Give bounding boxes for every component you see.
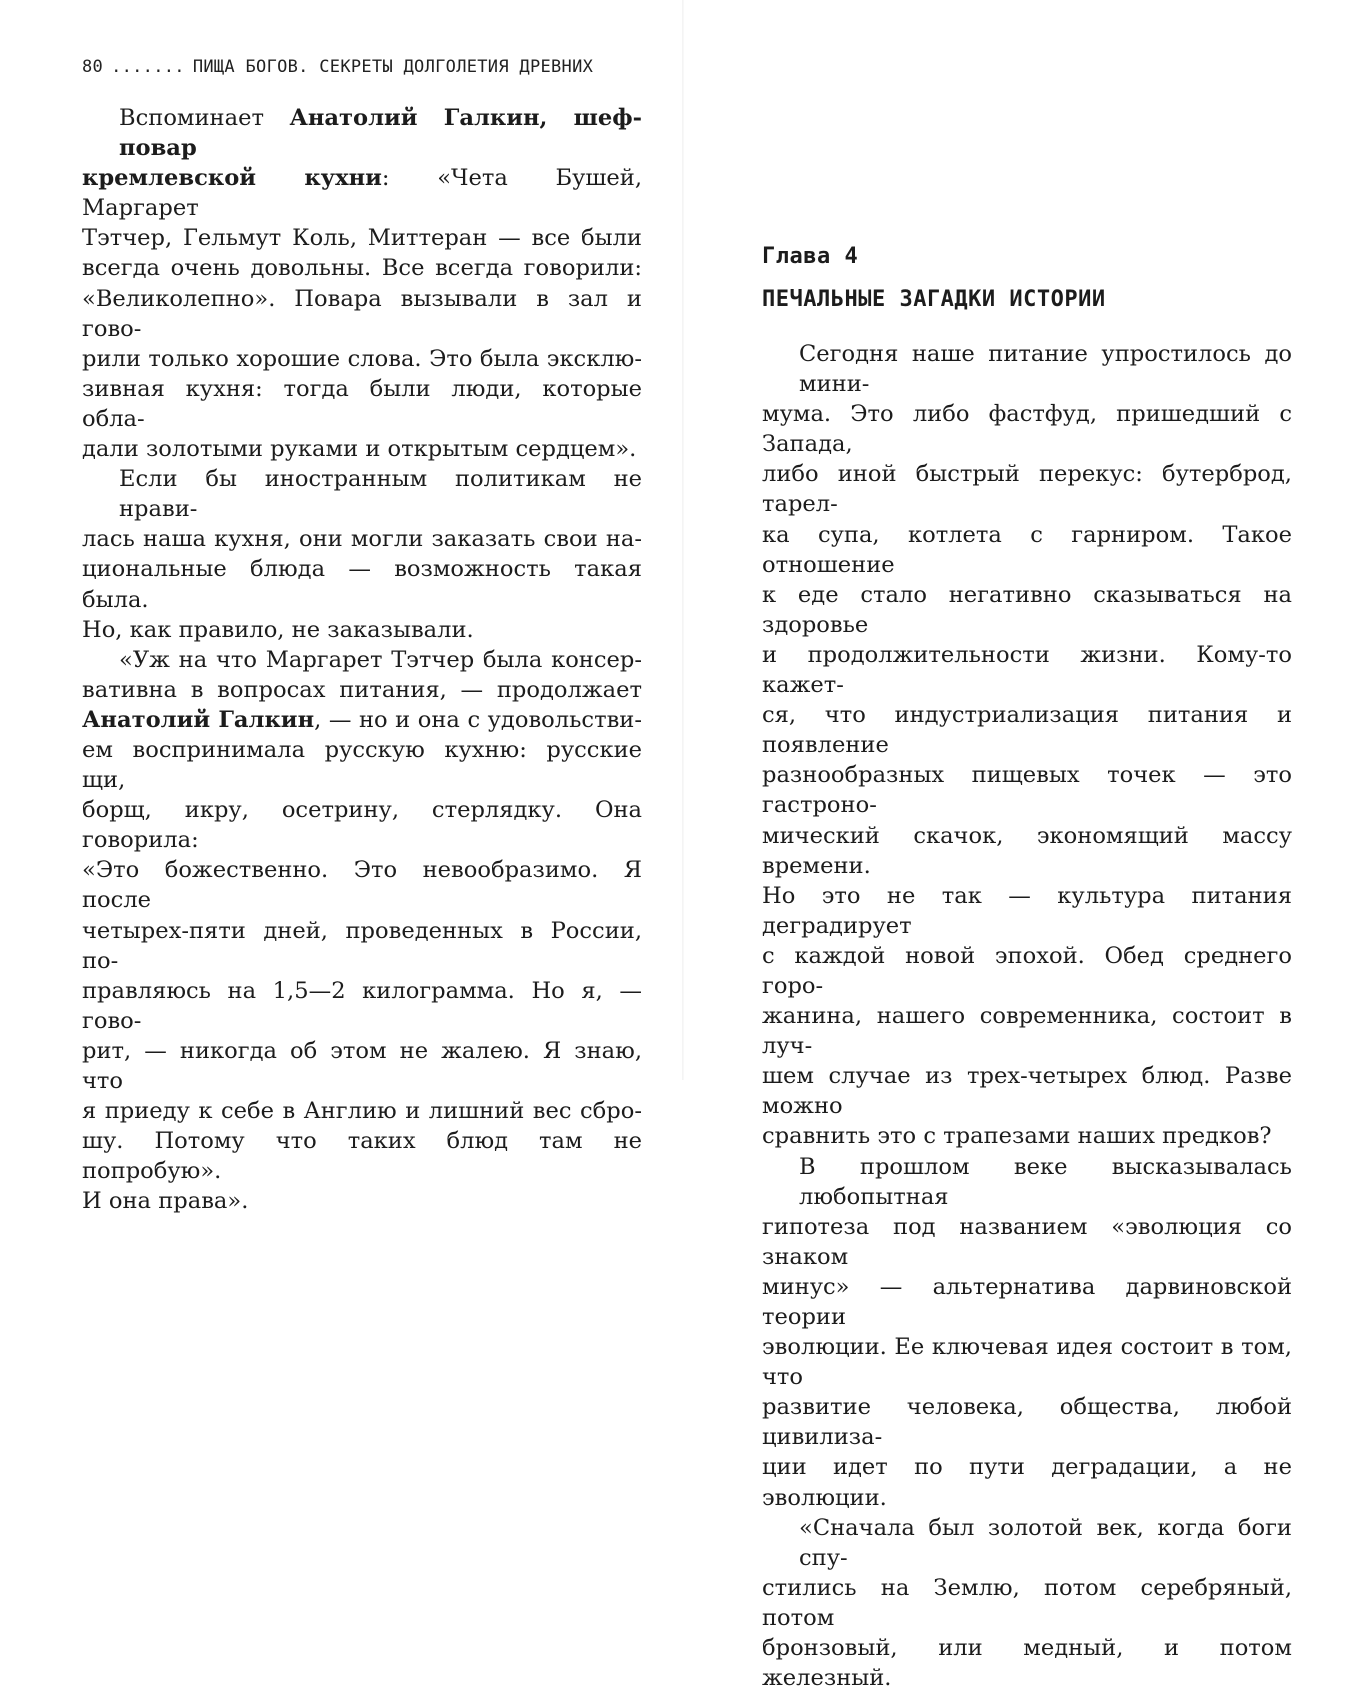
text-run: Если бы иностранным политикам не нрави-: [119, 466, 642, 523]
text-line: [82, 916, 642, 976]
text-run: я приеду к себе в Англию и лишний вес сбро-: [82, 1098, 642, 1125]
text-run: к еде стало негативно сказываться на здоровье: [762, 581, 1292, 638]
text-run: эволюции. Ее ключевая идея состоит в том, что: [762, 1334, 1292, 1391]
text-line: [762, 1061, 1292, 1121]
right-text-column: [762, 339, 1292, 1693]
text-line: [82, 675, 642, 705]
text-run: рит, — никогда об этом не жалею. Я знаю, что: [82, 1037, 642, 1094]
text-line: [82, 795, 642, 855]
text-run: «Великолепно». Повара вызывали в зал и гово-: [82, 285, 642, 342]
text-line: [82, 163, 642, 223]
text-run: борщ, икру, осетрину, стерлядку. Она говорила:: [82, 797, 642, 854]
text-line: [762, 640, 1292, 700]
text-run: вативна в вопросах питания, — продолжает: [82, 676, 642, 703]
text-line: [82, 855, 642, 915]
text-line: [82, 554, 642, 614]
paragraph: [762, 1152, 1292, 1513]
text-run: «Сначала был золотой век, когда боги спу-: [799, 1514, 1292, 1571]
text-line: [762, 881, 1292, 941]
text-line: [82, 1186, 642, 1216]
text-line: [762, 1001, 1292, 1061]
text-run: Сегодня наше питание упростилось до мини-: [799, 341, 1292, 398]
text-line: [762, 580, 1292, 640]
page-number: 80: [82, 57, 104, 77]
text-run: : «Чета Бушей, Маргарет: [82, 165, 642, 222]
text-run: стились на Землю, потом серебряный, потом: [762, 1574, 1292, 1631]
text-line: [762, 339, 1292, 399]
text-line: [762, 1332, 1292, 1392]
text-run: Но, как правило, не заказывали.: [82, 616, 474, 643]
text-line: [762, 1392, 1292, 1452]
text-line: [762, 821, 1292, 881]
text-line: [82, 645, 642, 675]
left-text-column: [82, 103, 642, 1216]
text-run: шем случае из трех-четырех блюд. Разве можно: [762, 1063, 1292, 1120]
text-line: [82, 103, 642, 163]
text-line: [762, 760, 1292, 820]
paragraph: [82, 645, 642, 1217]
text-run: «Уж на что Маргарет Тэтчер была консер-: [119, 646, 642, 673]
text-run: всегда очень довольны. Все всегда говорили:: [82, 255, 642, 282]
bold-name: Анатолий Галкин, шеф-повар: [119, 105, 642, 162]
text-line: [762, 1121, 1292, 1151]
paragraph: [762, 339, 1292, 1152]
running-head-title: ПИЩА БОГОВ. СЕКРЕТЫ ДОЛГОЛЕТИЯ ДРЕВНИХ: [192, 57, 594, 77]
text-run: дали золотыми руками и открытым сердцем».: [82, 436, 637, 463]
text-run: гипотеза под названием «эволюция со знаком: [762, 1213, 1292, 1270]
right-page: [683, 0, 1366, 1692]
text-line: [82, 344, 642, 374]
text-run: , — но и она с удовольстви-: [314, 706, 642, 733]
text-line: [82, 284, 642, 344]
text-line: [82, 524, 642, 554]
text-run: Вспоминает: [119, 105, 290, 131]
text-run: сравнить это с трапезами наших предков?: [762, 1123, 1272, 1150]
chapter-label: Глава 4: [762, 244, 859, 269]
text-line: [762, 700, 1292, 760]
text-line: [762, 520, 1292, 580]
text-line: [82, 705, 642, 735]
text-run: Тэтчер, Гельмут Коль, Миттеран — все были: [82, 225, 642, 252]
text-run: ся, что индустриализация питания и появление: [762, 702, 1292, 759]
text-line: [82, 374, 642, 434]
text-line: [82, 1096, 642, 1126]
paragraph: [82, 103, 642, 464]
left-page: [0, 0, 683, 1215]
bold-name: кремлевской кухни: [82, 165, 382, 192]
chapter-title: ПЕЧАЛЬНЫЕ ЗАГАДКИ ИСТОРИИ: [762, 287, 1106, 312]
bold-name: Анатолий Галкин: [82, 706, 315, 733]
text-run: разнообразных пищевых точек — это гастроно-: [762, 762, 1292, 819]
text-run: циональные блюда — возможность такая была.: [82, 556, 642, 613]
text-line: [762, 1573, 1292, 1633]
text-run: мический скачок, экономящий массу времени.: [762, 822, 1292, 879]
text-line: [762, 1452, 1292, 1512]
text-line: [82, 735, 642, 795]
text-line: [82, 615, 642, 645]
text-line: [762, 1272, 1292, 1332]
text-line: [82, 464, 642, 524]
text-run: лась наша кухня, они могли заказать свои на-: [82, 526, 642, 553]
text-run: четырех-пяти дней, проведенных в России, по-: [82, 917, 642, 974]
text-run: И она права».: [82, 1188, 249, 1215]
text-run: либо иной быстрый перекус: бутерброд, тарел-: [762, 461, 1292, 518]
text-run: и продолжительности жизни. Кому-то кажет-: [762, 641, 1292, 699]
text-line: [762, 1513, 1292, 1573]
text-line: [82, 253, 642, 283]
running-head: [82, 57, 642, 77]
text-line: [762, 1152, 1292, 1212]
text-line: [82, 976, 642, 1036]
text-line: [82, 1126, 642, 1186]
text-line: [82, 223, 642, 253]
text-line: [762, 1633, 1292, 1693]
text-run: Но это не так — культура питания деградирует: [762, 882, 1292, 939]
text-run: зивная кухня: тогда были люди, которые обла-: [82, 375, 642, 432]
text-line: [762, 459, 1292, 519]
text-line: [762, 941, 1292, 1001]
text-run: мума. Это либо фастфуд, пришедший с Запада,: [762, 401, 1292, 458]
text-run: шу. Потому что таких блюд там не попробую».: [82, 1128, 642, 1185]
text-run: жанина, нашего современника, состоит в луч-: [762, 1003, 1292, 1060]
paragraph: [762, 1513, 1292, 1693]
text-line: [762, 1212, 1292, 1272]
text-run: «Это божественно. Это невообразимо. Я после: [82, 857, 642, 914]
text-run: с каждой новой эпохой. Обед среднего горо-: [762, 942, 1292, 999]
text-line: [82, 1036, 642, 1096]
text-line: [82, 434, 642, 464]
paragraph: [82, 464, 642, 645]
text-run: бронзовый, или медный, и потом железный.: [762, 1635, 1292, 1692]
text-run: минус» — альтернатива дарвиновской теории: [762, 1273, 1292, 1330]
text-run: ка супа, котлета с гарниром. Такое отношение: [762, 521, 1292, 578]
running-head-dots: .......: [111, 57, 185, 77]
text-run: ции идет по пути деградации, а не эволюции.: [762, 1454, 1292, 1511]
text-run: В прошлом веке высказывалась любопытная: [799, 1153, 1292, 1210]
text-line: [762, 399, 1292, 459]
text-run: развитие человека, общества, любой цивилиза-: [762, 1394, 1292, 1451]
text-run: правляюсь на 1,5—2 килограмма. Но я, — гово-: [82, 977, 642, 1034]
text-run: ем воспринимала русскую кухню: русские щи,: [82, 736, 642, 794]
text-run: рили только хорошие слова. Это была эксклю-: [82, 345, 642, 372]
